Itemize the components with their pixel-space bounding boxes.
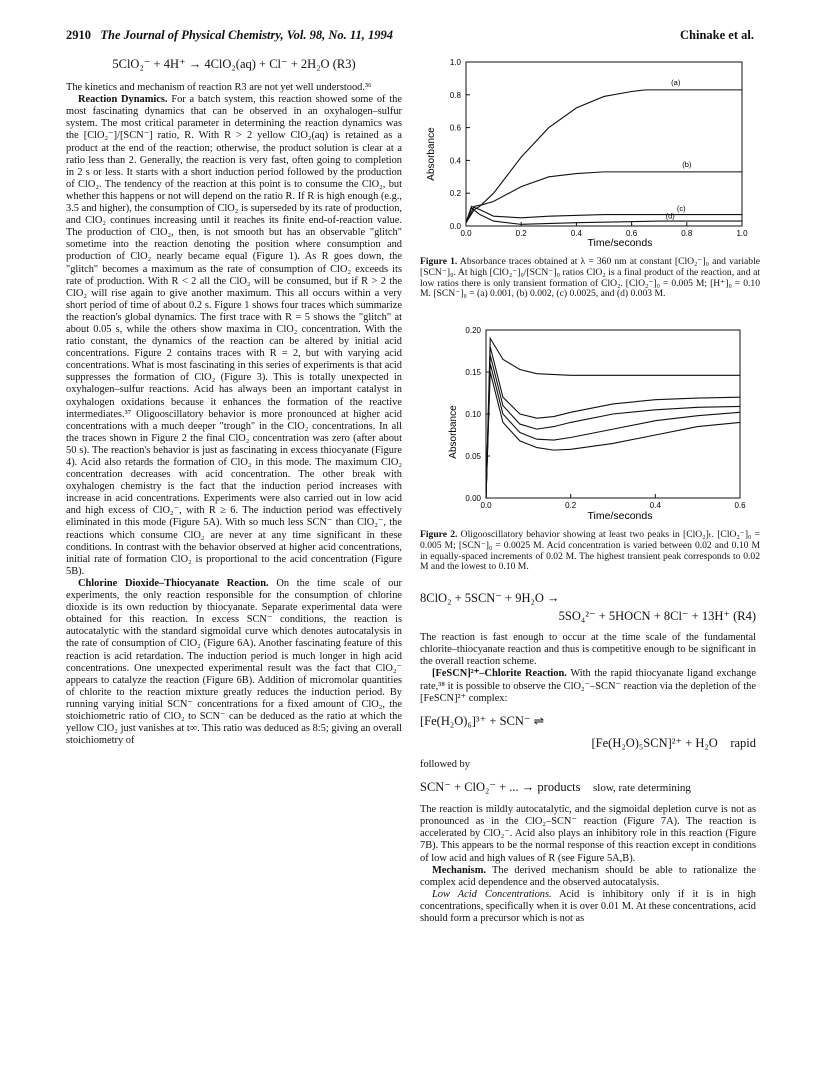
fig2-xtick-label: 0.4 <box>649 501 661 510</box>
paragraph-chlorine-dioxide <box>66 578 402 747</box>
left-column <box>66 56 402 747</box>
text-low-acid: Acid is inhibitory only if it is in high concentrations, specifically when it is over 0.01 M. At these concentrations, acid should form a precursor which is not as <box>420 888 756 924</box>
fig1-series-line <box>466 206 742 222</box>
fig1-ytick-label: 0.6 <box>449 123 461 133</box>
figure-2 <box>420 322 760 573</box>
equation-fe3-note: slow, rate determining <box>592 782 691 795</box>
heading-feSCN: [FeSCN]²⁺–Chlorite Reaction. <box>432 668 567 680</box>
fig1-xtick-label: 0.2 <box>515 229 527 238</box>
fig2-ylabel: Absorbance <box>448 405 459 459</box>
fig1-series-label: (c) <box>676 204 686 214</box>
fig2-caption-head: Figure 2. <box>420 529 458 540</box>
paragraph-mechanism <box>420 865 756 889</box>
right-column <box>420 592 756 925</box>
fig2-xtick-label: 0.6 <box>734 501 746 510</box>
text-reaction-dynamics: For a batch system, this reaction showed some of the most fascinating dynamics that can be observed in an oxyhalogen–sulfur system. The most critical parameter in determining the reaction dynamics was the [ClO₂⁻]/[SCN⁻] ratio, R. With R > 2 yellow ClO₂(aq) is retained as a product at the end of the reaction; otherwise, the product solution is clear at a ratio less than 2. Generally, the reaction is very fast, often going to completion in 2 s or less. It starts with a short induction period followed by the production of ClO₂. The tendency of the reaction at this point is to consume the ClO₂, but whether this happens or not will depend on the ratio R. If R is high enough (e.g., 3.5 and higher), the consumption of ClO₂ is superseded by its rate of production, and ClO₂ continues increasing until it reaches its finite end-of-reaction value. The production of ClO₂, then, is not smooth but has an observable "glitch" sometime into the reaction denoting the position where consumption and production of ClO₂ nearly became equal (Figure 1). As R goes down, the "glitch" becomes a maximum as the rate of consumption of ClO₂ exceeds its rate of production. With R < 2 all the ClO₂ will be consumed, but if R > 2 the ClO₂ will rise again to give another maximum. This all occurs within a very short period of time of about 0.2 s. Figure 1 shows four traces which summarize the reaction's global dynamics. The first trace with R = 5 shows the "glitch" at about 0.05 s, while the others show maxima in ClO₂ concentration. With the ratio constant, the dynamics of the reaction can be altered by initial acid concentrations. Figure 2 contains traces with R = 2, but with varying acid concentrations. What is most fascinating in this series of experiments is that acid suppresses the formation of ClO₂ (Figure 3). This is totally unexpected in oxyhalogen–sulfur reactions. Acid has always been an important catalyst in oxyhalogen oxidations because it enhances the formation of the reactive intermediates.³⁷ Oligooscillatory behavior is more pronounced at higher acid concentrations with a much deeper "trough" in the ClO₂ concentrations. In all the traces shown in Figure 2 the final ClO₂ concentration was zero (after about 50 s). The reaction's behavior is just as fascinating in excess thiocyanate (Figure 4). Acid also retards the formation of ClO₂ in this mode. The maximum ClO₂ concentration decreases with acid concentration. The other break with oxyhalogen chemistry is the fact that the induction period increases with increase in acid concentrations. Experiments were also carried out in low acid and high excess of ClO₂⁻, with R ≥ 6. The induction period was effectively eliminated in this mode (Figure 5A). With so much less SCN⁻ than ClO₂⁻, the reactions which consume ClO₂ are never at any time significant in these conditions. In contrast with the behavior observed at higher acid concentrations, initial rate of formation ClO₂ is proportional to the acid concentration (Figure 5B). <box>66 94 402 577</box>
fig2-series-line <box>486 347 740 498</box>
fig1-xtick-label: 0.8 <box>681 229 693 238</box>
paragraph-reaction-dynamics <box>66 94 402 578</box>
fig2-series-line <box>486 338 740 498</box>
equation-fe2-note: rapid <box>730 735 756 750</box>
heading-reaction-dynamics: Reaction Dynamics. <box>78 94 168 106</box>
fig1-ylabel: Absorbance <box>426 127 437 181</box>
fig1-xtick-label: 0.6 <box>626 229 638 238</box>
fig1-ytick-label: 0.0 <box>449 222 461 231</box>
figure-2-caption <box>420 530 760 573</box>
header-authors: Chinake et al. <box>680 28 754 42</box>
equation-fe1: [Fe(H₂O)₆]³⁺ + SCN⁻ ⇌ <box>420 713 545 728</box>
paragraph-r4: The reaction is fast enough to occur at the time scale of the fundamental chlorite–thiocyanate reaction and thus is competitive enough to be significant in the overall reaction scheme. <box>420 632 756 668</box>
fig1-ytick-label: 0.4 <box>449 156 461 166</box>
fig2-ytick-label: 0.10 <box>465 410 481 419</box>
fig1-ytick-label: 0.8 <box>449 90 461 100</box>
fig1-frame <box>466 62 742 226</box>
fig2-xlabel: Time/seconds <box>587 510 653 522</box>
paragraph-r3: The kinetics and mechanism of reaction R3 are not yet well understood.³⁶ <box>66 82 372 94</box>
heading-mechanism: Mechanism. <box>432 864 486 876</box>
equation-fe3-text: SCN⁻ + ClO₂⁻ + ... → products <box>420 780 581 795</box>
equation-fe2 <box>420 737 756 749</box>
text-chlorine-dioxide: On the time scale of our experiments, the only reaction responsible for the consumption of chlorine dioxide is its own reduction by thiocyanate. Separate experimental data were obtained for this reaction. In excess SCN⁻ conditions, the reaction is autocatalytic with the standard sigmoidal curve which denotes autocatalysis in the rate of consumption of ClO₂ (Figure 6A). Another fascinating feature of this reaction is acid retardation. The induction period is much longer in high acid concentrations. One unexpected experimental result was the fact that ClO₂⁻ appears to catalyze the reaction (Figure 6B). Addition of micromolar quantities of chlorite to the reaction mixture greatly reduces the induction period. By running varying initial SCN⁻ concentrations for a fixed amount of ClO₂, the stoichiometric ratio of ClO₂ to SCN⁻ can be deduced as the ratio at which the yellow ClO₂ just vanishes at t∞. This ratio was deduced as 8:5; giving an overall stoichiometry of <box>66 577 402 747</box>
fig1-caption-text: Absorbance traces obtained at λ = 360 nm at constant [ClO₂⁻]₀ and variable [SCN⁻]₀. At high [ClO₂⁻]₀/[SCN⁻]₀ ratios ClO₂ is a final product of the reaction, and at low ratios there is only transient formation of ClO₂. [ClO₂⁻]₀ = 0.005 M; [H⁺]₀ = 0.10 M. [SCN⁻]₀ = (a) 0.001, (b) 0.002, (c) 0.0025, and (d) 0.003 M. <box>420 256 760 300</box>
equation-r3: 5ClO₂⁻ + 4H⁺ → 4ClO₂(aq) + Cl⁻ + 2H₂O (R3) <box>112 57 356 71</box>
equation-r4-line1: 8ClO₂ + 5SCN⁻ + 9H₂O → <box>420 591 560 605</box>
figure-2-chart <box>420 322 760 522</box>
fig1-xtick-label: 1.0 <box>736 229 748 238</box>
fig2-ytick-label: 0.00 <box>465 494 481 503</box>
heading-chlorine-dioxide: Chlorine Dioxide–Thiocyanate Reaction. <box>78 577 269 589</box>
fig1-series-line <box>466 172 742 223</box>
followed-by: followed by <box>420 758 470 770</box>
equation-fe3 <box>420 781 756 794</box>
figure-1-caption <box>420 257 760 300</box>
text-mechanism: The derived mechanism should be able to rationalize the complex acid dependence and the observed autocatalysis. <box>420 864 756 888</box>
fig2-ytick-label: 0.20 <box>465 326 481 335</box>
fig2-xtick-label: 0.2 <box>565 501 577 510</box>
equation-fe2-text: [Fe(H₂O)₅SCN]²⁺ + H₂O <box>591 735 718 750</box>
fig1-series-line <box>466 208 742 224</box>
paragraph-low-acid <box>420 889 756 925</box>
fig1-series-label: (a) <box>671 77 681 87</box>
fig2-caption-text: Oligooscillatory behavior showing at least two peaks in [ClO₂]ₜ. [ClO₂⁻]₀ = 0.005 M; [SCN⁻]₀ = 0.0025 M. Acid concentration is varied between 0.02 and 0.10 M in equally-spaced increments of 0.02 M. The highest transient peak corresponds to 0.02 M and the lowest to 0.10 M. <box>420 529 760 573</box>
figure-1-chart <box>420 54 760 249</box>
fig1-caption-head: Figure 1. <box>420 256 458 267</box>
journal-title: The Journal of Physical Chemistry, Vol. 98, No. 11, 1994 <box>100 28 393 42</box>
fig1-xtick-label: 0.0 <box>460 229 472 238</box>
paragraph-feSCN-2: The reaction is mildly autocatalytic, and the sigmoidal depletion curve is not as pronounced as in the ClO₂–SCN⁻ reaction (Figure 7A). The reaction is accelerated by ClO₂⁻. Acid also plays an inhibitory role in this reaction (Figure 7B). This appears to be the normal response of this reaction except in conditions of low acid and high values of R (see Figure 5A,B). <box>420 804 756 864</box>
page-number: 2910 <box>66 28 91 42</box>
running-header <box>66 28 393 43</box>
fig2-ytick-label: 0.15 <box>465 368 481 377</box>
fig1-xtick-label: 0.4 <box>570 229 582 238</box>
fig1-series-label: (d) <box>665 211 675 221</box>
fig1-ytick-label: 0.2 <box>449 189 461 199</box>
paragraph-feSCN <box>420 668 756 704</box>
fig2-series-line <box>486 364 740 498</box>
fig1-series-label: (b) <box>682 159 692 169</box>
heading-low-acid: Low Acid Concentrations. <box>432 888 552 900</box>
figure-1 <box>420 54 760 300</box>
fig2-xtick-label: 0.0 <box>480 501 492 510</box>
fig2-ytick-label: 0.05 <box>465 452 481 461</box>
equation-r4-line2: 5SO₄²⁻ + 5HOCN + 8Cl⁻ + 13H⁺ (R4) <box>558 609 756 624</box>
fig1-xlabel: Time/seconds <box>587 237 653 249</box>
fig2-series-line <box>486 372 740 498</box>
fig1-series-line <box>466 90 742 223</box>
fig1-ytick-label: 1.0 <box>449 58 461 67</box>
text-feSCN: With the rapid thiocyanate ligand exchange rate,³⁸ it is possible to observe the ClO₂⁻–SCN⁻ reaction via the depletion of the [FeSCN]²⁺ complex: <box>420 668 756 704</box>
